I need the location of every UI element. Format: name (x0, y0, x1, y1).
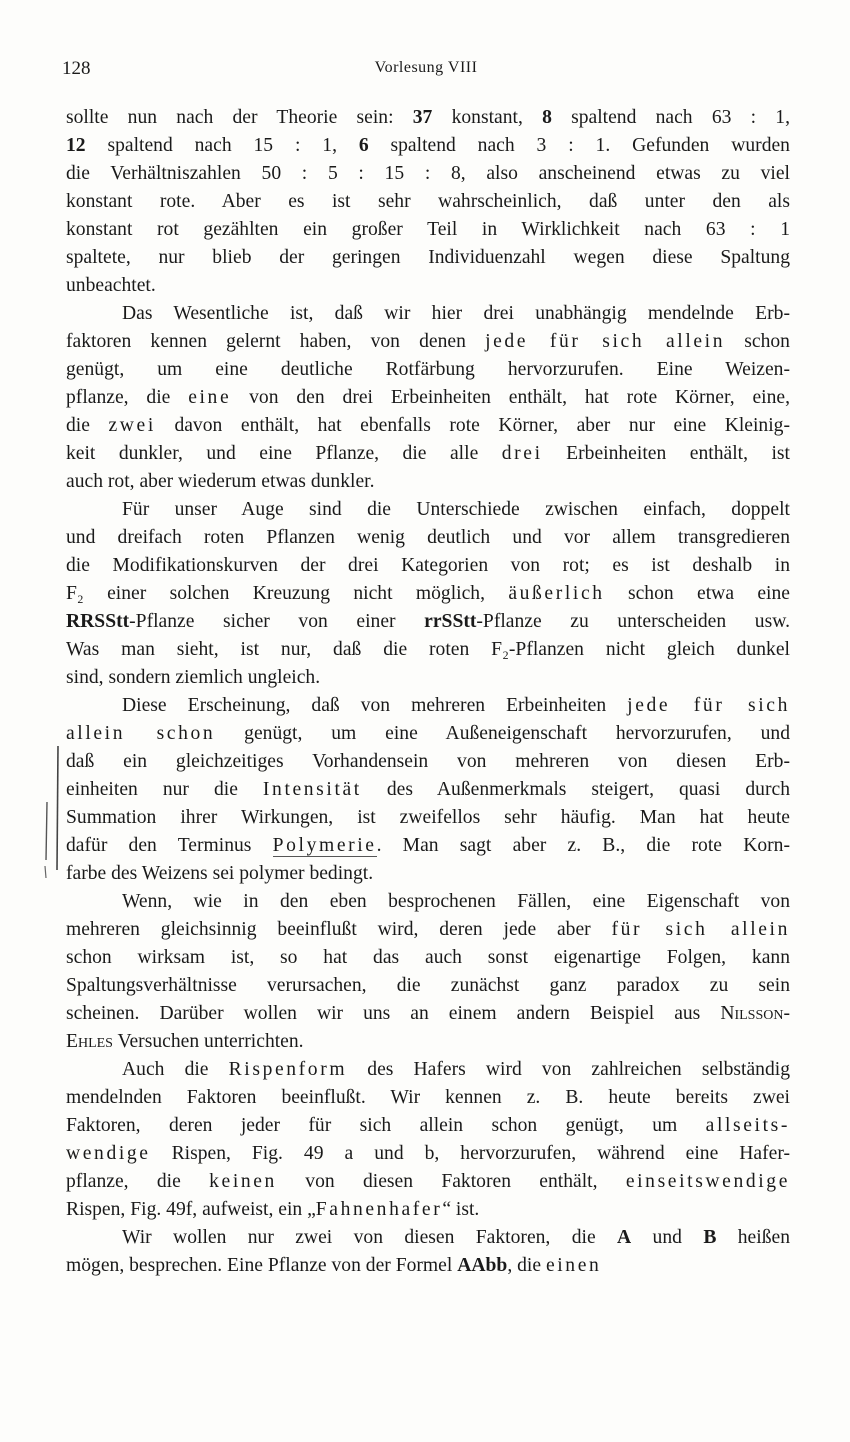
text-run: Für unser Auge sind die Unterschiede zwischen einfach, doppelt (122, 499, 790, 520)
text-line (66, 496, 790, 524)
text-run: “ ist. (442, 1199, 480, 1220)
text-run: daß ein gleichzeitiges Vorhandensein von mehreren von diesen Erb- (66, 751, 790, 772)
text-run: F₂ einer solchen Kreuzung nicht möglich, (66, 583, 509, 604)
spaced-emphasis: jede für sich allein (485, 331, 726, 352)
spaced-emphasis: drei (501, 443, 543, 464)
text-run: Das Wesentliche ist, daß wir hier drei unabhängig mendelnde Erb- (122, 303, 790, 324)
text-line (66, 916, 790, 944)
text-line (66, 244, 790, 272)
text-run: keit dunkler, und eine Pflanze, die alle (66, 443, 502, 464)
text-run: Wenn, wie in den eben besprochenen Fällen, eine Eigenschaft von (122, 891, 790, 912)
text-run: Was man sieht, ist nur, daß die roten F₂-Pflanzen nicht gleich dunkel (66, 639, 790, 660)
text-line (66, 636, 790, 664)
text-line (66, 440, 790, 468)
text-run: spaltete, nur blieb der geringen Individuenzahl wegen diese Spaltung (66, 247, 790, 268)
spaced-emphasis: keinen (209, 1171, 277, 1192)
small-caps-name: Ehles (66, 1031, 113, 1052)
bold-text: 8 (542, 107, 552, 128)
text-line (66, 608, 790, 636)
text-run: Summation ihrer Wirkungen, ist zweifellos sehr häufig. Man hat heute (66, 807, 790, 828)
paragraph (66, 496, 790, 692)
spaced-emphasis: wendige (66, 1143, 151, 1164)
text-run: sind, sondern ziemlich ungleich. (66, 667, 321, 688)
bold-text: AAbb (457, 1255, 508, 1276)
text-run: mendelnden Faktoren beeinflußt. Wir kennen z. B. heute bereits zwei (66, 1087, 790, 1108)
bold-text: 37 (412, 107, 433, 128)
text-run: schon wirksam ist, so hat das auch sonst eigenartige Folgen, kann (66, 947, 790, 968)
text-run: mehreren gleichsinnig beeinflußt wird, deren jede aber (66, 919, 612, 940)
paragraph (66, 1056, 790, 1224)
bold-text: A (617, 1227, 632, 1248)
margin-mark (42, 740, 66, 880)
paragraph (66, 104, 790, 300)
text-line (66, 580, 790, 608)
text-run: genügt, um eine deutliche Rotfärbung hervorzurufen. Eine Weizen- (66, 359, 790, 380)
text-run: spaltend nach 3 : 1. Gefunden wurden (368, 135, 790, 156)
text-line (66, 804, 790, 832)
text-run: Rispen, Fig. 49 a und b, hervorzurufen, während eine Hafer- (150, 1143, 790, 1164)
text-run: die Verhältniszahlen 50 : 5 : 15 : 8, also anscheinend etwas zu viel (66, 163, 790, 184)
text-line (66, 944, 790, 972)
text-run: mögen, besprechen. Eine Pflanze von der Formel (66, 1255, 458, 1276)
text-line (66, 132, 790, 160)
bold-text: B (703, 1227, 717, 1248)
text-line (66, 1112, 790, 1140)
text-line (66, 384, 790, 412)
text-run: und (631, 1227, 704, 1248)
text-line (66, 300, 790, 328)
text-run: . Man sagt aber z. B., die rote Korn- (376, 835, 790, 856)
spaced-emphasis: Rispenform (228, 1059, 348, 1080)
text-run: genügt, um eine Außeneigenschaft hervorzurufen, und (215, 723, 790, 744)
running-head: Vorlesung VIII (374, 59, 478, 76)
text-run: und dreifach roten Pflanzen wenig deutlich und vor allem transgredieren (66, 527, 790, 548)
text-run: des Außenmerkmals steigert, quasi durch (361, 779, 790, 800)
text-line (66, 860, 790, 888)
text-line (66, 888, 790, 916)
text-line (66, 1140, 790, 1168)
text-run: schon etwa eine (604, 583, 790, 604)
body-text (66, 104, 790, 1280)
text-run: scheinen. Darüber wollen wir uns an einem andern Beispiel aus (66, 1003, 721, 1024)
text-run: davon enthält, hat ebenfalls rote Körner, aber nur eine Kleinig- (155, 415, 790, 436)
text-line (66, 720, 790, 748)
text-line (66, 524, 790, 552)
text-line (66, 1084, 790, 1112)
text-run: Rispen, Fig. 49f, aufweist, ein „ (66, 1199, 316, 1220)
text-line (66, 776, 790, 804)
text-run: Faktoren, deren jeder für sich allein schon genügt, um (66, 1115, 706, 1136)
text-run: -Pflanze zu unterscheiden usw. (476, 611, 790, 632)
text-run: sollte nun nach der Theorie sein: (66, 107, 413, 128)
spaced-emphasis: zwei (108, 415, 156, 436)
text-line (66, 1028, 790, 1056)
bold-text: rrSStt (424, 611, 477, 632)
text-run: -Pflanze sicher von einer (129, 611, 425, 632)
text-line (66, 552, 790, 580)
spaced-emphasis: allein schon (66, 723, 216, 744)
paragraph (66, 1224, 790, 1280)
text-run: einheiten nur die (66, 779, 263, 800)
text-line (66, 748, 790, 776)
spaced-emphasis: für sich allein (611, 919, 790, 940)
bold-text: RRSStt (66, 611, 130, 632)
spaced-emphasis: Polymerie (272, 835, 377, 856)
text-run: Wir wollen nur zwei von diesen Faktoren, die (122, 1227, 618, 1248)
text-run: konstant rote. Aber es ist sehr wahrscheinlich, daß unter den als (66, 191, 790, 212)
text-line (66, 972, 790, 1000)
text-run: unbeachtet. (66, 275, 156, 296)
text-run: von den drei Erbeinheiten enthält, hat rote Körner, eine, (231, 387, 790, 408)
text-line (66, 1252, 790, 1280)
text-line (66, 104, 790, 132)
text-run: spaltend nach 15 : 1, (85, 135, 359, 156)
text-run: Spaltungsverhältnisse verursachen, die zunächst ganz paradox zu sein (66, 975, 790, 996)
text-line (66, 1056, 790, 1084)
text-run: , die (507, 1255, 546, 1276)
small-caps-name: Nilsson- (720, 1003, 790, 1024)
paragraph (66, 300, 790, 496)
spaced-emphasis: eine (188, 387, 232, 408)
text-run: Erbeinheiten enthält, ist (542, 443, 790, 464)
text-line (66, 692, 790, 720)
text-run: dafür den Terminus (66, 835, 273, 856)
text-run: Versuchen unterrichten. (112, 1031, 304, 1052)
text-line (66, 1224, 790, 1252)
text-run: des Hafers wird von zahlreichen selbständig (347, 1059, 790, 1080)
text-run: Diese Erscheinung, daß von mehreren Erbeinheiten (122, 695, 628, 716)
spaced-emphasis: einseitswendige (625, 1171, 790, 1192)
paragraph (66, 692, 790, 888)
text-run: faktoren kennen gelernt haben, von denen (66, 331, 486, 352)
text-run: von diesen Faktoren enthält, (276, 1171, 626, 1192)
text-run: Auch die (122, 1059, 229, 1080)
text-line (66, 1196, 790, 1224)
text-line (66, 664, 790, 692)
text-line (66, 356, 790, 384)
text-run: pflanze, die (66, 1171, 210, 1192)
text-line (66, 160, 790, 188)
text-line (66, 468, 790, 496)
text-run: schon (725, 331, 790, 352)
text-line (66, 216, 790, 244)
text-run: auch rot, aber wiederum etwas dunkler. (66, 471, 375, 492)
text-line (66, 832, 790, 860)
text-run: spaltend nach 63 : 1, (551, 107, 790, 128)
spaced-emphasis: allseits- (705, 1115, 790, 1136)
spaced-emphasis: Intensität (262, 779, 362, 800)
text-line (66, 272, 790, 300)
text-run: die Modifikationskurven der drei Kategorien von rot; es ist deshalb in (66, 555, 790, 576)
page-number: 128 (62, 58, 91, 79)
text-run: pflanze, die (66, 387, 189, 408)
bold-text: 6 (358, 135, 369, 156)
text-line (66, 328, 790, 356)
page-header (62, 58, 790, 88)
text-run: heißen (716, 1227, 790, 1248)
text-line (66, 412, 790, 440)
text-line (66, 1000, 790, 1028)
spaced-emphasis: einen (545, 1255, 602, 1276)
text-run: die (66, 415, 109, 436)
paragraph (66, 888, 790, 1056)
text-run: konstant rot gezählten ein großer Teil in Wirklichkeit nach 63 : 1 (66, 219, 790, 240)
text-run: konstant, (432, 107, 543, 128)
text-run: farbe des Weizens sei polymer bedingt. (66, 863, 374, 884)
bold-text: 12 (66, 135, 86, 156)
spaced-emphasis: äußerlich (508, 583, 605, 604)
spaced-emphasis: Fahnenhafer (315, 1199, 443, 1220)
text-line (66, 1168, 790, 1196)
text-line (66, 188, 790, 216)
spaced-emphasis: jede für sich (627, 695, 790, 716)
